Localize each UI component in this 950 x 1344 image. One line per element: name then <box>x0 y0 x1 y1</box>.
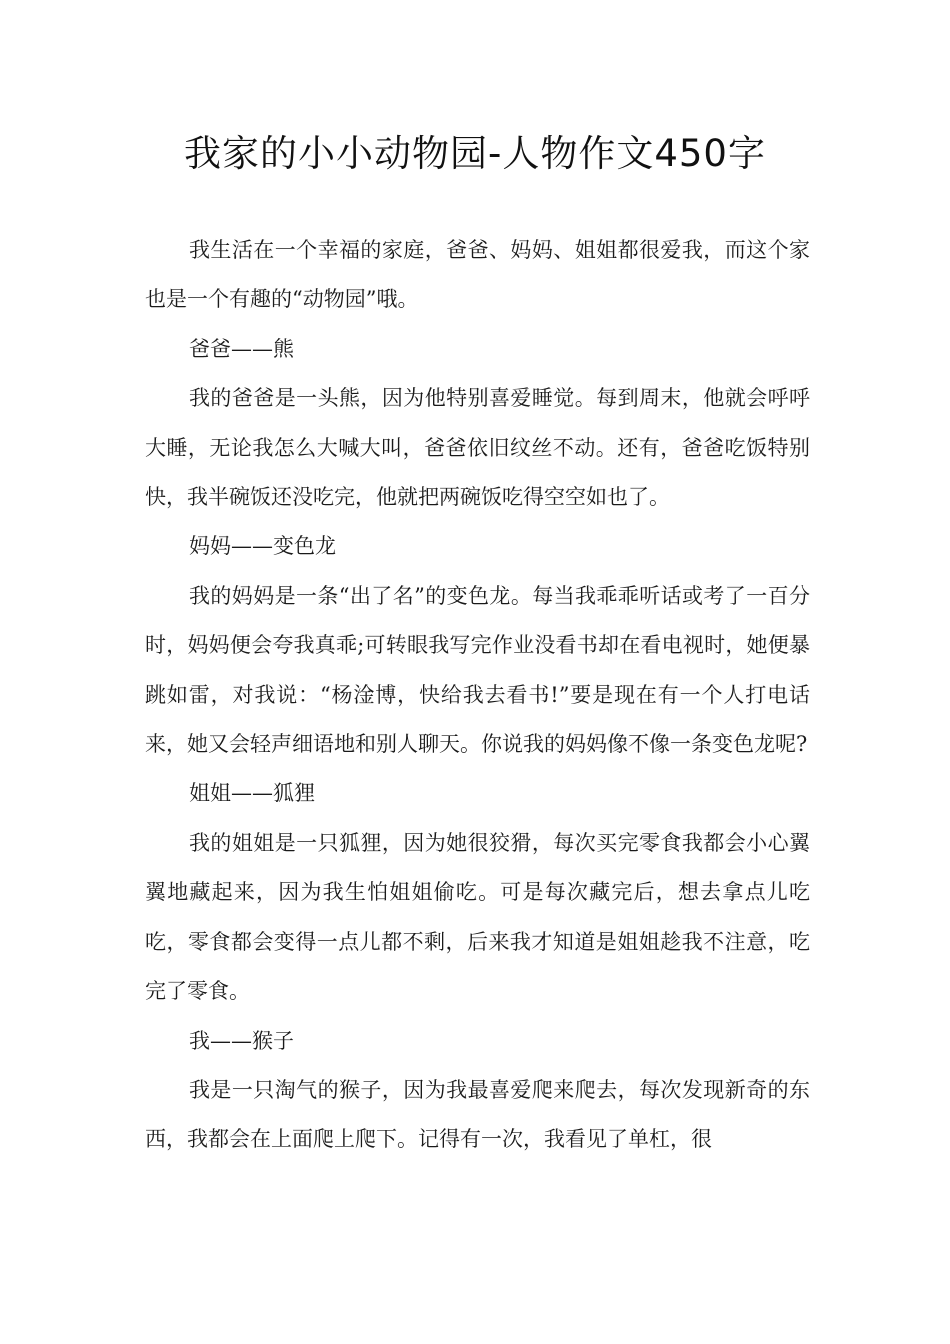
section-heading-me: 我——猴子 <box>189 1028 294 1053</box>
paragraph-mom: 我的妈妈是一条“出了名”的变色龙。每当我乖乖听话或考了一百分时，妈妈便会夸我真乖;可转眼我写完作业没看书却在看电视时，她便暴跳如雷，对我说：“杨淦博，快给我去看书!”要是现在有一个人打电话来，她又会轻声细语地和别人聊天。你说我的妈妈像不像一条变色龙呢? <box>145 583 810 757</box>
section-heading-sister: 姐姐——狐狸 <box>189 781 315 806</box>
document-title: 我家的小小动物园-人物作文450字 <box>184 132 766 175</box>
paragraph-dad: 我的爸爸是一头熊，因为他特别喜爱睡觉。每到周末，他就会呼呼大睡，无论我怎么大喊大叫，爸爸依旧纹丝不动。还有，爸爸吃饭特别快，我半碗饭还没吃完，他就把两碗饭吃得空空如也了。 <box>145 386 810 510</box>
paragraph-intro: 我生活在一个幸福的家庭，爸爸、妈妈、姐姐都很爱我，而这个家也是一个有趣的“动物园”哦。 <box>145 238 810 312</box>
paragraph-me: 我是一只淘气的猴子，因为我最喜爱爬来爬去，每次发现新奇的东西，我都会在上面爬上爬下。记得有一次，我看见了单杠，很 <box>145 1077 810 1152</box>
document-body <box>145 226 810 1165</box>
section-heading-dad: 爸爸——熊 <box>189 336 294 361</box>
paragraph-sister: 我的姐姐是一只狐狸，因为她很狡猾，每次买完零食我都会小心翼翼地藏起来，因为我生怕姐姐偷吃。可是每次藏完后，想去拿点儿吃吃，零食都会变得一点儿都不剩，后来我才知道是姐姐趁我不注意，吃完了零食。 <box>145 830 810 1004</box>
section-heading-mom: 妈妈——变色龙 <box>189 534 336 559</box>
